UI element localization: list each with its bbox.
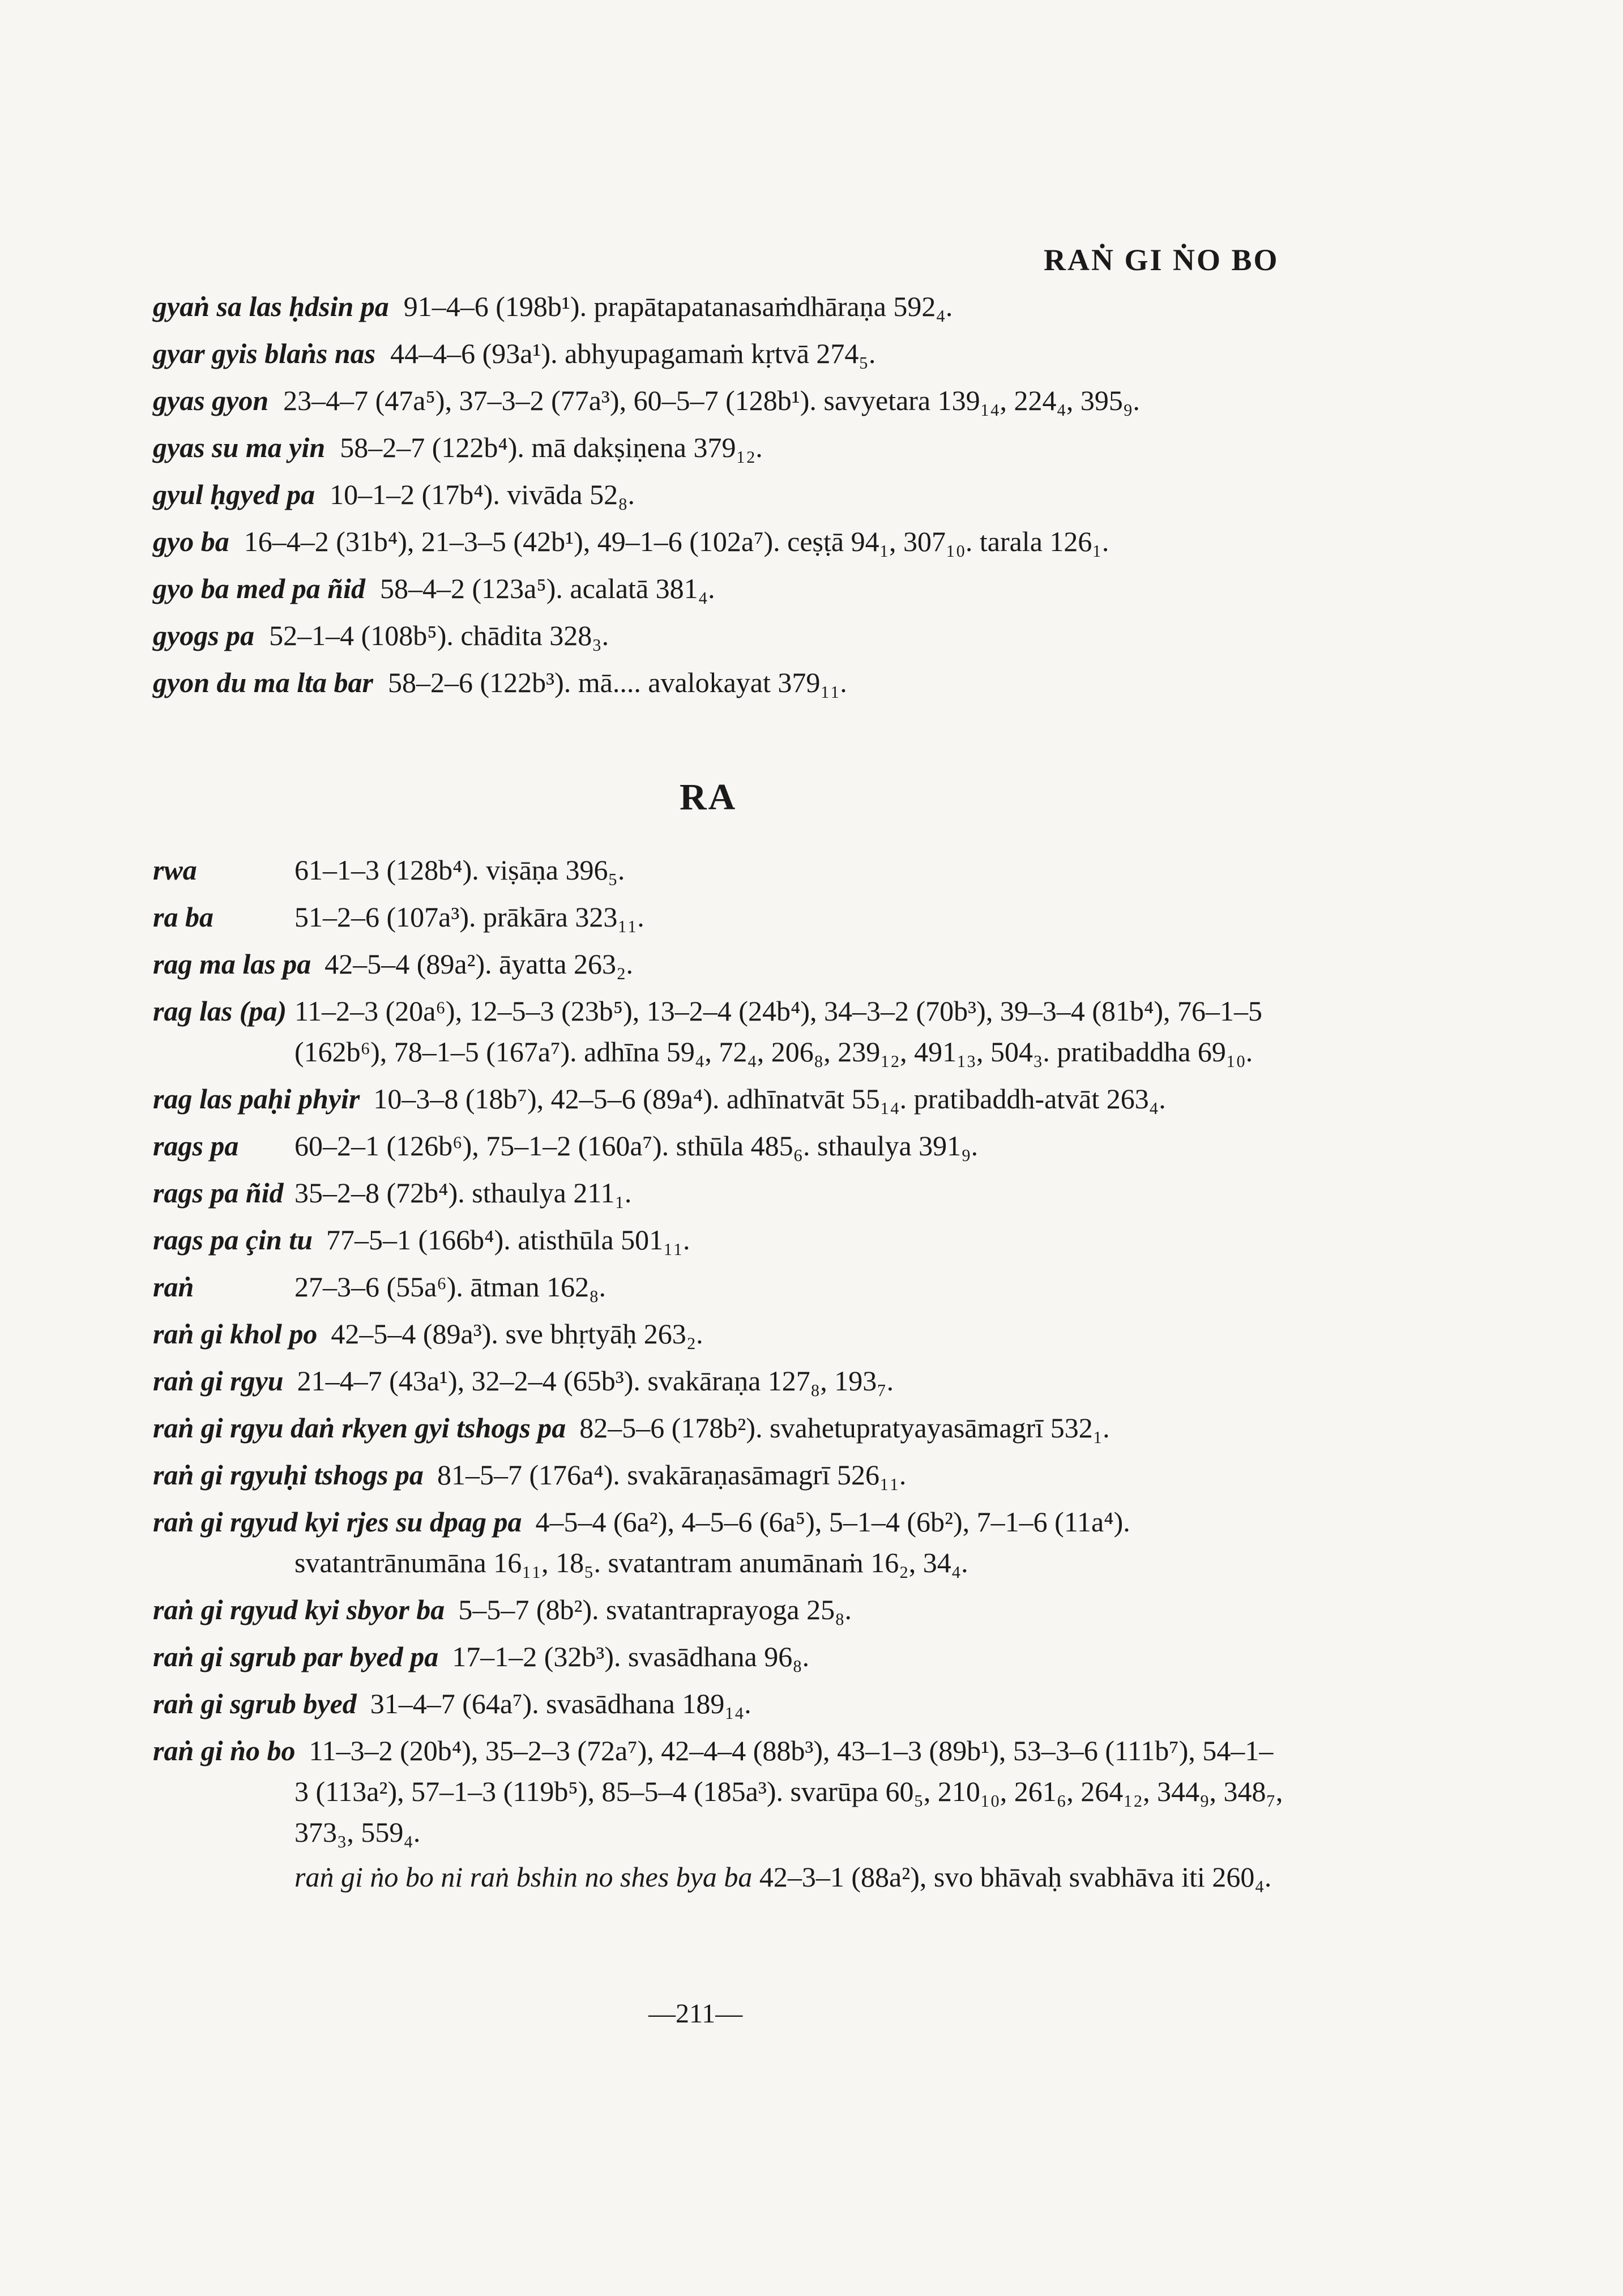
entry-headword: rags pa çin tu xyxy=(153,1224,313,1256)
entry-body: 81–5–7 (176a⁴). svakāraṇasāmagrī 526₁₁. xyxy=(437,1459,907,1491)
entry-headword: raṅ gi rgyud kyi rjes su dpag pa xyxy=(153,1506,522,1538)
entry-body: 61–1–3 (128b⁴). viṣāṇa 396₅. xyxy=(294,854,625,886)
entry-body: 42–5–4 (89a³). sve bhṛtyāḥ 263₂. xyxy=(331,1318,703,1350)
entry-headword: gyogs pa xyxy=(153,620,255,651)
dictionary-entry xyxy=(153,1078,1285,1119)
entry-body: 23–4–7 (47a⁵), 37–3–2 (77a³), 60–5–7 (128b¹). savyetara 139₁₄, 224₄, 395₉. xyxy=(283,385,1140,416)
entry-headword: rwa xyxy=(153,854,197,886)
entry-body: 58–4–2 (123a⁵). acalatā 381₄. xyxy=(379,573,715,604)
page-number: —211— xyxy=(648,1999,743,2029)
entry-headword: rags pa ñid xyxy=(153,1177,284,1209)
entry-body: 35–2–8 (72b⁴). sthaulya 211₁. xyxy=(294,1177,632,1209)
entry-body: 16–4–2 (31b⁴), 21–3–5 (42b¹), 49–1–6 (102a⁷). ceṣṭā 94₁, 307₁₀. tarala 126₁. xyxy=(244,526,1109,557)
dictionary-entry xyxy=(153,568,1285,609)
dictionary-entry xyxy=(153,1636,1285,1677)
entry-headword: gyar gyis blaṅs nas xyxy=(153,338,376,369)
entry-body: 21–4–7 (43a¹), 32–2–4 (65b³). svakāraṇa 127₈, 193₇. xyxy=(297,1365,894,1397)
dictionary-entry xyxy=(153,991,1285,1072)
dictionary-entry xyxy=(153,1313,1285,1354)
entry-headword: raṅ gi rgyud kyi sbyor ba xyxy=(153,1594,445,1625)
dictionary-entry xyxy=(153,1683,1285,1724)
entry-headword: rag ma las pa xyxy=(153,948,311,980)
entry-body: 82–5–6 (178b²). svahetupratyayasāmagrī 532₁. xyxy=(579,1412,1110,1444)
running-header: RAṄ GI ṄO BO xyxy=(1044,243,1279,277)
entry-headword: raṅ gi rgyuḥi tshogs pa xyxy=(153,1459,424,1491)
entry-headword: raṅ gi ṅo bo xyxy=(153,1735,296,1766)
entry-headword: gyo ba med pa ñid xyxy=(153,573,365,604)
entry-body: 58–2–7 (122b⁴). mā dakṣiṇena 379₁₂. xyxy=(340,432,763,463)
dictionary-entry xyxy=(153,380,1285,421)
dictionary-entry xyxy=(153,427,1285,468)
entry-headword: raṅ gi rgyu xyxy=(153,1365,284,1397)
section-heading: RA xyxy=(680,776,737,818)
dictionary-entry xyxy=(153,1589,1285,1630)
entry-headword: rag las paḥi phyir xyxy=(153,1083,360,1115)
dictionary-entry xyxy=(153,1219,1285,1260)
entry-headword: gyas gyon xyxy=(153,385,269,416)
dictionary-entry xyxy=(153,286,1285,327)
entry-body: 10–3–8 (18b⁷), 42–5–6 (89a⁴). adhīnatvāt 55₁₄. pratibaddh-atvāt 263₄. xyxy=(373,1083,1166,1115)
entry-body: 52–1–4 (108b⁵). chādita 328₃. xyxy=(269,620,609,651)
entry-body: 11–2–3 (20a⁶), 12–5–3 (23b⁵), 13–2–4 (24b⁴), 34–3–2 (70b³), 39–3–4 (81b⁴), 76–1–5 (162b⁶), 78–1–5 (167a⁷). adhīna 59₄, 72₄, 206₈, 239₁₂, 491₁₃, 504₃. pratibaddha 69₁₀. xyxy=(294,995,1263,1068)
sub-entry xyxy=(153,1857,1285,1897)
entry-headword: gyon du ma lta bar xyxy=(153,667,373,698)
entry-body: 11–3–2 (20b⁴), 35–2–3 (72a⁷), 42–4–4 (88b³), 43–1–3 (89b¹), 53–3–6 (111b⁷), 54–1–3 (113a²), 57–1–3 (119b⁵), 85–5–4 (185a³). svarūpa 60₅, 210₁₀, 261₆, 264₁₂, 344₉, 348₇, 373₃, 559₄. xyxy=(294,1735,1283,1848)
dictionary-entry xyxy=(153,1730,1285,1853)
dictionary-entry xyxy=(153,850,1285,890)
dictionary-entry xyxy=(153,1360,1285,1401)
dictionary-entry xyxy=(153,1454,1285,1495)
entry-headword: rag las (pa) xyxy=(153,995,287,1027)
entry-body: 27–3–6 (55a⁶). ātman 162₈. xyxy=(294,1271,607,1303)
entry-body: 5–5–7 (8b²). svatantraprayoga 25₈. xyxy=(458,1594,852,1625)
dictionary-entry xyxy=(153,944,1285,984)
dictionary-entry xyxy=(153,521,1285,562)
entry-body: 4–5–4 (6a²), 4–5–6 (6a⁵), 5–1–4 (6b²), 7–1–6 (11a⁴). svatantrānumāna 16₁₁, 18₅. svatantram anumānaṁ 16₂, 34₄. xyxy=(294,1506,1130,1578)
dictionary-entry xyxy=(153,333,1285,374)
entry-body: 77–5–1 (166b⁴). atisthūla 501₁₁. xyxy=(326,1224,690,1256)
entry-headword: rags pa xyxy=(153,1130,239,1162)
entry-body: 91–4–6 (198b¹). prapātapatanasaṁdhāraṇa 592₄. xyxy=(403,291,953,322)
dictionary-entry xyxy=(153,662,1285,703)
entry-body: 17–1–2 (32b³). svasādhana 96₈. xyxy=(452,1641,810,1672)
entry-body: 44–4–6 (93a¹). abhyupagamaṁ kṛtvā 274₅. xyxy=(390,338,876,369)
entry-headword: raṅ gi sgrub byed xyxy=(153,1688,357,1719)
entry-headword: gyas su ma yin xyxy=(153,432,326,463)
entry-headword: ra ba xyxy=(153,901,213,933)
entry-headword: raṅ gi sgrub par byed pa xyxy=(153,1641,439,1672)
entry-body: 10–1–2 (17b⁴). vivāda 52₈. xyxy=(330,479,635,510)
entry-body: 51–2–6 (107a³). prākāra 323₁₁. xyxy=(294,901,644,933)
entry-body: 42–5–4 (89a²). āyatta 263₂. xyxy=(324,948,633,980)
dictionary-entry xyxy=(153,474,1285,515)
dictionary-entry xyxy=(153,1501,1285,1583)
dictionary-entry xyxy=(153,1407,1285,1448)
entry-headword: raṅ gi khol po xyxy=(153,1318,318,1350)
entry-headword: gyo ba xyxy=(153,526,229,557)
entry-headword: gyul ḥgyed pa xyxy=(153,479,315,510)
dictionary-entry xyxy=(153,897,1285,937)
dictionary-entry xyxy=(153,1125,1285,1166)
entry-headword: raṅ xyxy=(153,1271,194,1303)
sub-entry-body: 42–3–1 (88a²), svo bhāvaḥ svabhāva iti 260₄. xyxy=(759,1861,1272,1893)
entries-top xyxy=(153,286,1285,709)
entry-body: 31–4–7 (64a⁷). svasādhana 189₁₄. xyxy=(370,1688,751,1719)
entry-headword: raṅ gi rgyu daṅ rkyen gyi tshogs pa xyxy=(153,1412,566,1444)
sub-entry-phrase: raṅ gi ṅo bo ni raṅ bshin no shes bya ba xyxy=(294,1861,753,1893)
entry-body: 60–2–1 (126b⁶), 75–1–2 (160a⁷). sthūla 485₆. sthaulya 391₉. xyxy=(294,1130,979,1162)
entry-body: 58–2–6 (122b³). mā.... avalokayat 379₁₁. xyxy=(387,667,847,698)
entry-headword: gyaṅ sa las ḥdsin pa xyxy=(153,291,389,322)
dictionary-entry xyxy=(153,615,1285,656)
dictionary-entry xyxy=(153,1172,1285,1213)
dictionary-entry xyxy=(153,1266,1285,1307)
entries-bottom xyxy=(153,850,1285,1897)
